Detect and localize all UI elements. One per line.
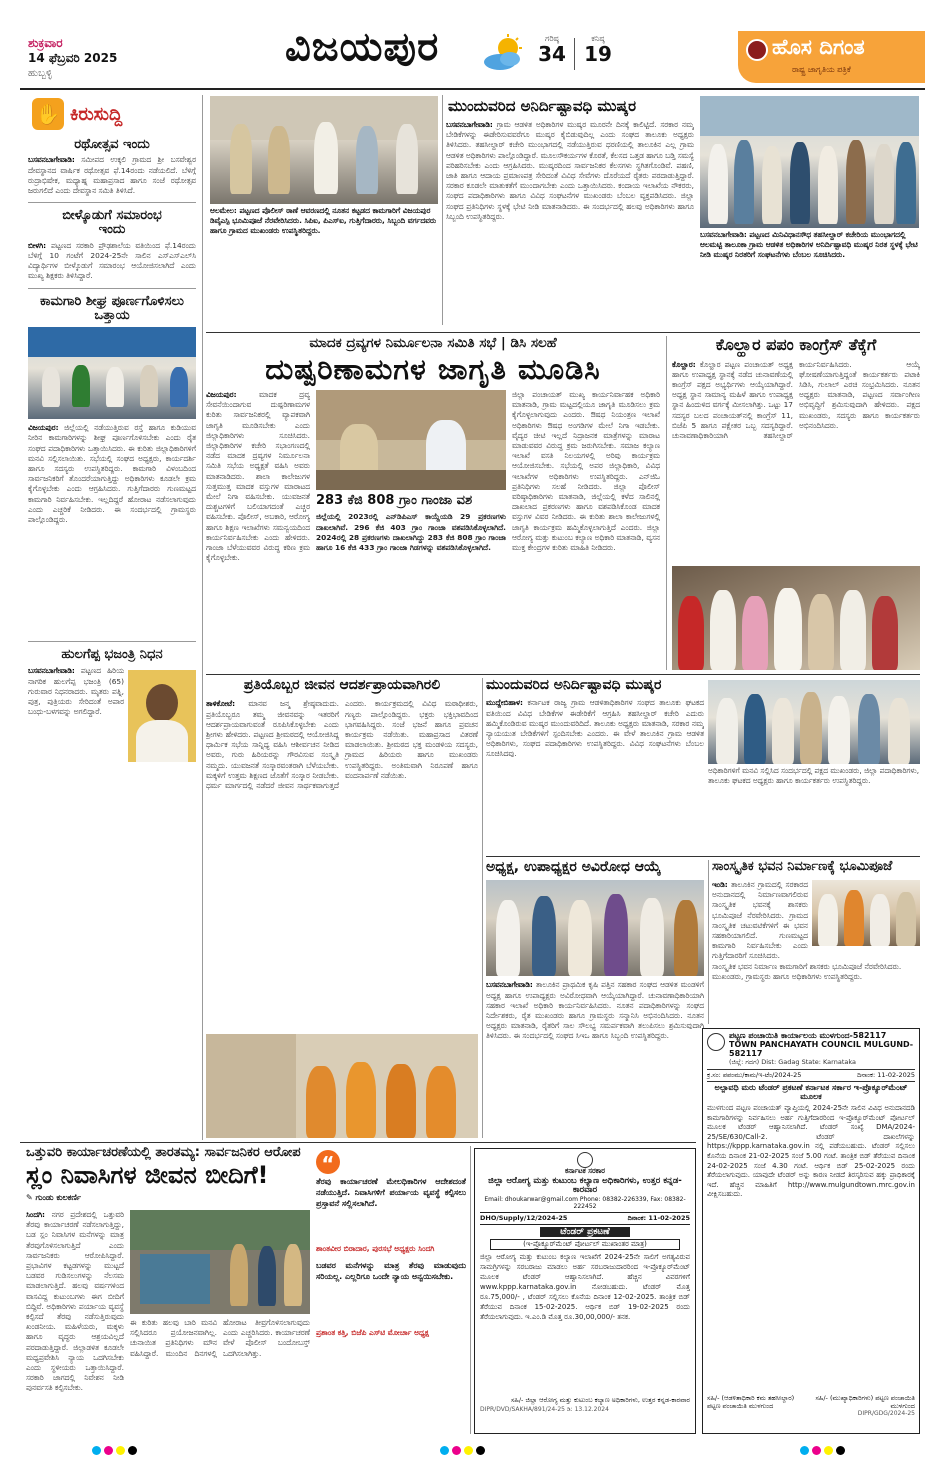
- registration-marks-right: [800, 1440, 848, 1459]
- strike-photo-caption: ಬಸವನಬಾಗೇವಾಡಿ: ಪಟ್ಟಣದ ಮಿನಿವಿಧಾನಸೌಧ ತಹಸೀಲ್ದಾರ್ ಕಚೇರಿಯ ಮುಂಭಾಗದಲ್ಲಿ ಆಲಮಟ್ಟಿ ತಾಲೂಕಾ ಗ್ರಾಮ ಆಡಳಿತ ಅಧಿಕಾರಿಗಳ ಅನಿರ್ದಿಷ್ಟಾವಧಿ ಮುಷ್ಕರ ನಿರತ ಸ್ಥಳಕ್ಕೆ ಭೇಟಿ ನೀಡಿ ಮುಷ್ಕರ ನಿರತರಿಗೆ ಸಂಘಟನೆಗಳು ಬೆಂಬಲ ಸೂಚಿಸಿದರು.: [700, 230, 918, 260]
- quote-1: ತೆರವು ಕಾರ್ಯಾಚರಣೆ ಮೇಲಧಿಕಾರಿಗಳ ಆದೇಶದಂತೆ ನಡೆಯುತ್ತಿದೆ. ನಿವಾಸಿಗಳಿಗೆ ಪರ್ಯಾಯ ವ್ಯವಸ್ಥೆ ಕಲ್ಪಿಸಲು ಪ್ರಸ್ತಾವನೆ ಸಲ್ಲಿಸಲಾಗಿದೆ.: [316, 1177, 466, 1208]
- demolition-photo: [130, 1210, 310, 1314]
- mulgund-sign-left: ಸಹಿ/- (ಆಡಳಿತಾಧಿಕಾರಿ ಕಮ ತಹಸೀಲ್ದಾರ) ಪಟ್ಟಣ ಪಂಚಾಯಿತಿ ಮುಳಗುಂದ: [707, 1393, 795, 1410]
- masthead: [20, 24, 925, 90]
- ganja-seizure-box: [316, 494, 506, 668]
- ad-footer-code: DIPR/DVD/SAKHA/891/24-25 ಡಿ: 13.12.2024: [480, 1406, 609, 1414]
- mulgund-notice: ಅಲ್ಪಾವಧಿ ಮರು ಟೆಂಡರ್ ಪ್ರಕಟಣೆ ಕರ್ನಾಟಕ ಸರ್ಕಾರ ಇ-ಪ್ರೊಕ್ಯೂರ್‌ಮೆಂಟ್ ಮೂಲಕ: [714, 1083, 908, 1102]
- weekday: ಶುಕ್ರವಾರ: [28, 36, 63, 50]
- seers-photo: [206, 1034, 478, 1138]
- masthead-date: [28, 36, 178, 81]
- strike-headline: ಮುಂದುವರಿದ ಅನಿರ್ದಿಷ್ಟಾವಧಿ ಮುಷ್ಕರ: [448, 97, 637, 115]
- police-photo-caption: ಆಲಮೇಲ: ಪಟ್ಟಣದ ಪೊಲೀಸ್ ಠಾಣೆ ಆವರಣದಲ್ಲಿ ನೂತನ ಕಟ್ಟಡದ ಕಾಮಗಾರಿಗೆ ವಿಜಯಪುರ ಡಿವೈಎಸ್ಪಿ ಭೂಮಿಪೂಜೆ ನೆರವೇರಿಸಿದರು. ಸಿಪಿಐ, ಪಿಎಸ್ಐ, ಗುತ್ತಿಗೆದಾರರು, ಸಿಬ್ಬಂದಿ ವರ್ಗದವರು ಹಾಗೂ ಗ್ರಾಮದ ಮುಖಂಡರು ಉಪಸ್ಥಿತರಿದ್ದರು.: [210, 206, 437, 236]
- ad-subtitle: (ಇ-ಪ್ರೊಕ್ಯೂರ್‌ಮೆಂಟ್ ಪೋರ್ಟಲ್ ಮುಖಾಂತರ ಮಾತ್ರ): [490, 1239, 680, 1250]
- health-tender-ad: [474, 1148, 696, 1434]
- police-ceremony-photo: [210, 96, 438, 204]
- ideal-headline: ಪ್ರತಿಯೊಬ್ಬರ ಜೀವನ ಆದರ್ಶಪ್ರಾಯವಾಗಿರಲಿ: [243, 677, 441, 693]
- congress-headline: ಕೊಲ್ಹಾರ ಪಪಂ ಕಾಂಗ್ರೆಸ್ ತೆಕ್ಕೆಗೆ: [715, 335, 877, 354]
- strike2-article: ಮುಂದುವರಿದ ಅನಿರ್ದಿಷ್ಟಾವಧಿ ಮುಷ್ಕರ ಮುದ್ದೇಬಿಹಾಳ: ಕರ್ನಾಟಕ ರಾಜ್ಯ ಗ್ರಾಮ ಆಡಳಿತಾಧಿಕಾರಿಗಳ ಸಂಘದ ತಾಲೂಕು ಘಟಕದ ವತಿಯಿಂದ ವಿವಿಧ ಬೇಡಿಕೆಗಳ ಈಡೇರಿಕೆಗೆ ಆಗ್ರಹಿಸಿ ತಹಸೀಲ್ದಾರ್ ಕಚೇರಿ ಎದುರು ಹಮ್ಮಿಕೊಂಡಿರುವ ಮುಷ್ಕರ ಮುಂದುವರಿದಿದೆ. ತಾಲೂಕು ಅಧ್ಯಕ್ಷರು ಮಾತನಾಡಿ, ಸರಕಾರ ನಮ್ಮ ನ್ಯಾಯಯುತ ಬೇಡಿಕೆಗಳಿಗೆ ಸ್ಪಂದಿಸಬೇಕು ಎಂದರು. ಈ ವೇಳೆ ತಾಲೂಕಿನ ಗ್ರಾಮ ಆಡಳಿತ ಅಧಿಕಾರಿಗಳು, ಸಂಘದ ಪದಾಧಿಕಾರಿಗಳು ಉಪಸ್ಥಿತರಿದ್ದರು. ವಿವಿಧ ಸಂಘಟನೆಗಳು ಬೆಂಬಲ ಸೂಚಿಸಿದವು.: [486, 677, 704, 759]
- karnataka-emblem-icon: [577, 1152, 593, 1168]
- quote-2-author: ಪ್ರಶಾಂತ ಕತ್ತಿ, ಬಿಜೆಪಿ ಎಸ್‌ಟಿ ಮೋರ್ಚಾ ಅಧ್ಯಕ್ಷ: [316, 1328, 429, 1337]
- ganja-box-title: 283 ಕೆಜಿ 808 ಗ್ರಾಂ ಗಾಂಜಾ ವಶ: [316, 493, 473, 508]
- kirusuddi-column: [28, 96, 196, 1140]
- mulgund-ref: ಕ್ರ.ಸಂ: ಪಪಂಮು/ಕಾಮ/ಇ-ಟೆಂ/2024-25: [707, 1071, 802, 1080]
- bhoomipuja-photo: [812, 880, 920, 946]
- lamp-icon: [746, 39, 768, 61]
- congress-article: ಕೊಲ್ಹಾರ ಪಪಂ ಕಾಂಗ್ರೆಸ್ ತೆಕ್ಕೆಗೆ ಕೊಲ್ಹಾರ: ಕೊಲ್ಹಾರ ಪಟ್ಟಣ ಪಂಚಾಯತ್ ಅಧ್ಯಕ್ಷ ಹಾಗೂ ಉಪಾಧ್ಯಕ್ಷ ಸ್ಥಾನಕ್ಕೆ ನಡೆದ ಚುನಾವಣೆಯಲ್ಲಿ ಕಾಂಗ್ರೆಸ್ ಪಕ್ಷದ ಅಭ್ಯರ್ಥಿಗಳು ಆಯ್ಕೆಯಾಗಿದ್ದಾರೆ. ಅಧ್ಯಕ್ಷ ಸ್ಥಾನ ಸಾಮಾನ್ಯ ಮಹಿಳೆ ಹಾಗೂ ಉಪಾಧ್ಯಕ್ಷ ಸ್ಥಾನ ಹಿಂದುಳಿದ ವರ್ಗಕ್ಕೆ ಮೀಸಲಾಗಿತ್ತು. ಒಟ್ಟು 17 ಸದಸ್ಯರ ಬಲದ ಪಂಚಾಯತ್‌ನಲ್ಲಿ ಕಾಂಗ್ರೆಸ್ 11, ಬಿಜೆಪಿ 5 ಹಾಗೂ ಪಕ್ಷೇತರ ಒಬ್ಬ ಸದಸ್ಯರಿದ್ದಾರೆ. ಚುನಾವಣಾಧಿಕಾರಿಯಾಗಿ ತಹಸೀಲ್ದಾರ್ ಕಾರ್ಯನಿರ್ವಹಿಸಿದರು. ಆಯ್ಕೆ ಘೋಷಣೆಯಾಗುತ್ತಿದ್ದಂತೆ ಕಾರ್ಯಕರ್ತರು ಪಟಾಕಿ ಸಿಡಿಸಿ, ಗುಲಾಲ್ ಎರಚಿ ಸಂಭ್ರಮಿಸಿದರು. ನೂತನ ಅಧ್ಯಕ್ಷರು ಮಾತನಾಡಿ, ಪಟ್ಟಣದ ಸರ್ವಾಂಗೀಣ ಅಭಿವೃದ್ಧಿಗೆ ಶ್ರಮಿಸುವುದಾಗಿ ಹೇಳಿದರು. ಪಕ್ಷದ ಮುಖಂಡರು, ಸದಸ್ಯರು ಹಾಗೂ ಕಾರ್ಯಕರ್ತರು ಅಭಿನಂದಿಸಿದರು.: [672, 336, 920, 670]
- election-headline: ಅಧ್ಯಕ್ಷ, ಉಪಾಧ್ಯಕ್ಷರ ಅವಿರೋಧ ಆಯ್ಕೆ: [486, 859, 661, 875]
- mulgund-sub: (ಜಿಲ್ಲೆ: ಗದಗ) Dist: Gadag State: Karnataka: [729, 1058, 856, 1067]
- memorandum-photo: [708, 680, 920, 764]
- slum-article: ಒತ್ತುವರಿ ಕಾರ್ಯಾಚರಣೆಯಲ್ಲಿ ತಾರತಮ್ಯ: ಸಾರ್ವಜನಿಕರ ಆರೋಪ ಸ್ಲಂ ನಿವಾಸಿಗಳ ಜೀವನ ಬೀದಿಗೆ! ✎ ಗುಂಡು ಕುಲಕರ್ಣಿ ಸಿಂದಗಿ: ನಗರ ಪ್ರದೇಶದಲ್ಲಿ ಒತ್ತುವರಿ ತೆರವು ಕಾರ್ಯಾಚರಣೆ ನಡೆಸಲಾಗುತ್ತಿದ್ದು, ಬಡ ಸ್ಲಂ ನಿವಾಸಿಗಳ ಮನೆಗಳನ್ನು ಮಾತ್ರ ತೆರವುಗೊಳಿಸಲಾಗುತ್ತಿದೆ ಎಂದು ಸಾರ್ವಜನಿಕರು ಆರೋಪಿಸಿದ್ದಾರೆ. ಪ್ರಭಾವಿಗಳ ಕಟ್ಟಡಗಳನ್ನು ಮುಟ್ಟದೆ ಬಡವರ ಗುಡಿಸಲುಗಳನ್ನು ನೆಲಸಮ ಮಾಡಲಾಗುತ್ತಿದೆ. ಹಲವು ವರ್ಷಗಳಿಂದ ವಾಸವಿದ್ದ ಕುಟುಂಬಗಳು ಈಗ ಬೀದಿಗೆ ಬಿದ್ದಿವೆ. ಅಧಿಕಾರಿಗಳು ಪರ್ಯಾಯ ವ್ಯವಸ್ಥೆ ಕಲ್ಪಿಸದೆ ತೆರವು ನಡೆಸುತ್ತಿರುವುದು ಖಂಡನೀಯ. ಮಹಿಳೆಯರು, ಮಕ್ಕಳು ಹಾಗೂ ವೃದ್ಧರು ಆಶ್ರಯವಿಲ್ಲದೆ ಪರದಾಡುತ್ತಿದ್ದಾರೆ. ಜಿಲ್ಲಾಡಳಿತ ಕೂಡಲೇ ಮಧ್ಯಪ್ರವೇಶಿಸಿ ನ್ಯಾಯ ಒದಗಿಸಬೇಕು ಎಂದು ಸ್ಥಳೀಯರು ಒತ್ತಾಯಿಸಿದ್ದಾರೆ. ಸರಕಾರಿ ಜಾಗದಲ್ಲಿ ನಿವೇಶನ ನೀಡಿ ಪುನರ್ವಸತಿ ಕಲ್ಪಿಸಬೇಕು. ಈ ಕುರಿತು ಹಲವು ಬಾರಿ ಮನವಿ ಸಲ್ಲಿಸಿದರೂ ಪ್ರಯೋಜನವಾಗಿಲ್ಲ. ಚುನಾಯಿತ ಪ್ರತಿನಿಧಿಗಳು ಮೌನ ವಹಿಸಿದ್ದಾರೆ. ಮುಂದಿನ ದಿನಗಳಲ್ಲಿ ಹೋರಾಟ ತೀವ್ರಗೊಳಿಸಲಾಗುವುದು ಎಂದು ಎಚ್ಚರಿಸಿದರು. ಕಾರ್ಯಾಚರಣೆ ವೇಳೆ ಪೊಲೀಸ್ ಬಂದೋಬಸ್ತ್ ಒದಗಿಸಲಾಗಿತ್ತು. “ ತೆರವು ಕಾರ್ಯಾಚರಣೆ ಮೇಲಧಿಕಾರಿಗಳ ಆದೇಶದಂತೆ ನಡೆಯುತ್ತಿದೆ. ನಿವಾಸಿಗಳಿಗೆ ಪರ್ಯಾಯ ವ್ಯವಸ್ಥೆ ಕಲ್ಪಿಸಲು ಪ್ರಸ್ತಾವನೆ ಸಲ್ಲಿಸಲಾಗಿದೆ. ಶಾಂತವೀರ ಬಿರಾದಾರ, ಪುರಸಭೆ ಅಧ್ಯಕ್ಷರು ಸಿಂದಗಿ ಬಡವರ ಮನೆಗಳನ್ನು ಮಾತ್ರ ತೆರವು ಮಾಡುವುದು ಸರಿಯಲ್ಲ. ಎಲ್ಲರಿಗೂ ಒಂದೇ ನ್ಯಾಯ ಅನ್ವಯಿಸಬೇಕು. ಪ್ರಶಾಂತ ಕತ್ತಿ, ಬಿಜೆಪಿ ಎಸ್‌ಟಿ ಮೋರ್ಚಾ ಅಧ್ಯಕ್ಷ: [26, 1146, 466, 1434]
- quote-mark-icon: “: [316, 1150, 340, 1174]
- drug-headline: ದುಷ್ಪರಿಣಾಮಗಳ ಜಾಗೃತಿ ಮೂಡಿಸಿ: [265, 351, 601, 386]
- byline: ✎ ಗುಂಡು ಕುಲಕರ್ಣಿ: [26, 1192, 82, 1202]
- meeting-photo: [28, 327, 196, 419]
- mulgund-date: ದಿನಾಂಕ: 11-02-2025: [857, 1071, 915, 1080]
- ad-header-1: ಕರ್ನಾಟಕ ಸರಕಾರ: [564, 1167, 606, 1175]
- mulgund-seal-icon: [707, 1033, 725, 1051]
- strike2-headline: ಮುಂದುವರಿದ ಅನಿರ್ದಿಷ್ಟಾವಧಿ ಮುಷ್ಕರ: [486, 677, 662, 693]
- drug-article: ಮಾದಕ ದ್ರವ್ಯಗಳ ನಿರ್ಮೂಲನಾ ಸಮಿತಿ ಸಭೆ | ಡಿಸಿ ಸಲಹೆ ದುಷ್ಪರಿಣಾಮಗಳ ಜಾಗೃತಿ ಮೂಡಿಸಿ ವಿಜಯಪುರ: ಮಾದಕ ದ್ರವ್ಯ ಸೇವನೆಯಿಂದಾಗುವ ದುಷ್ಪರಿಣಾಮಗಳ ಕುರಿತು ಸಾರ್ವಜನಿಕರಲ್ಲಿ ವ್ಯಾಪಕವಾಗಿ ಜಾಗೃತಿ ಮೂಡಿಸಬೇಕು ಎಂದು ಜಿಲ್ಲಾಧಿಕಾರಿಗಳು ಸೂಚಿಸಿದರು. ಜಿಲ್ಲಾಧಿಕಾರಿಗಳ ಕಚೇರಿ ಸಭಾಂಗಣದಲ್ಲಿ ನಡೆದ ಮಾದಕ ದ್ರವ್ಯಗಳ ನಿರ್ಮೂಲನಾ ಸಮಿತಿ ಸಭೆಯ ಅಧ್ಯಕ್ಷತೆ ವಹಿಸಿ ಅವರು ಮಾತನಾಡಿದರು. ಶಾಲಾ ಕಾಲೇಜುಗಳ ಸುತ್ತಮುತ್ತ ಮಾದಕ ವಸ್ತುಗಳ ಮಾರಾಟದ ಮೇಲೆ ನಿಗಾ ವಹಿಸಬೇಕು. ಯುವಜನತೆ ದುಶ್ಚಟಗಳಿಗೆ ಬಲಿಯಾಗದಂತೆ ಎಚ್ಚರ ವಹಿಸಬೇಕು. ಪೊಲೀಸ್, ಅಬಕಾರಿ, ಆರೋಗ್ಯ ಹಾಗೂ ಶಿಕ್ಷಣ ಇಲಾಖೆಗಳು ಸಮನ್ವಯದಿಂದ ಕಾರ್ಯನಿರ್ವಹಿಸಬೇಕು ಎಂದು ಹೇಳಿದರು. ಗಾಂಜಾ ಬೆಳೆಯುವವರ ವಿರುದ್ಧ ಕಠಿಣ ಕ್ರಮ ಕೈಗೊಳ್ಳಬೇಕು. 283 ಕೆಜಿ 808 ಗ್ರಾಂ ಗಾಂಜಾ ವಶ ಜಿಲ್ಲೆಯಲ್ಲಿ 2023ರಲ್ಲಿ ಎನ್‌ಡಿಪಿಎಸ್ ಕಾಯ್ದೆಯಡಿ 29 ಪ್ರಕರಣಗಳು ದಾಖಲಾಗಿವೆ. 296 ಕೆಜಿ 403 ಗ್ರಾಂ ಗಾಂಜಾ ವಶಪಡಿಸಿಕೊಳ್ಳಲಾಗಿದೆ. 2024ರಲ್ಲಿ 28 ಪ್ರಕರಣಗಳು ದಾಖಲಾಗಿದ್ದು 283 ಕೆಜಿ 808 ಗ್ರಾಂ ಗಾಂಜಾ ಹಾಗೂ 16 ಕೆಜಿ 433 ಗ್ರಾಂ ಗಾಂಜಾ ಗಿಡಗಳನ್ನು ವಶಪಡಿಸಿಕೊಳ್ಳಲಾಗಿದೆ. ಜಿಲ್ಲಾ ಪಂಚಾಯತ್ ಮುಖ್ಯ ಕಾರ್ಯನಿರ್ವಾಹಕ ಅಧಿಕಾರಿ ಮಾತನಾಡಿ, ಗ್ರಾಮ ಮಟ್ಟದಲ್ಲಿಯೂ ಜಾಗೃತಿ ಮೂಡಿಸಲು ಕ್ರಮ ಕೈಗೊಳ್ಳಲಾಗುವುದು ಎಂದರು. ಔಷಧ ನಿಯಂತ್ರಣ ಇಲಾಖೆ ಅಧಿಕಾರಿಗಳು ಔಷಧ ಅಂಗಡಿಗಳ ಮೇಲೆ ನಿಗಾ ಇಡಬೇಕು. ವೈದ್ಯರ ಚೀಟಿ ಇಲ್ಲದೆ ನಿದ್ರಾಜನಕ ಮಾತ್ರೆಗಳನ್ನು ಮಾರಾಟ ಮಾಡುವವರ ವಿರುದ್ಧ ಕ್ರಮ ಜರುಗಿಸಬೇಕು. ಸಮಾಜ ಕಲ್ಯಾಣ ಇಲಾಖೆ ವಸತಿ ನಿಲಯಗಳಲ್ಲಿ ಅರಿವು ಕಾರ್ಯಕ್ರಮ ಆಯೋಜಿಸಬೇಕು. ಸಭೆಯಲ್ಲಿ ಅಪರ ಜಿಲ್ಲಾಧಿಕಾರಿ, ವಿವಿಧ ಇಲಾಖೆಗಳ ಅಧಿಕಾರಿಗಳು ಉಪಸ್ಥಿತರಿದ್ದರು. ಎನ್‌ಜಿಓ ಪ್ರತಿನಿಧಿಗಳು ಸಲಹೆ ನೀಡಿದರು. ಜಿಲ್ಲಾ ಪೊಲೀಸ್ ವರಿಷ್ಠಾಧಿಕಾರಿಗಳು ಮಾತನಾಡಿ, ಜಿಲ್ಲೆಯಲ್ಲಿ ಕಳೆದ ಸಾಲಿನಲ್ಲಿ ದಾಖಲಾದ ಪ್ರಕರಣಗಳು ಹಾಗೂ ವಶಪಡಿಸಿಕೊಂಡ ಮಾದಕ ವಸ್ತುಗಳ ವಿವರ ನೀಡಿದರು. ಈ ಕುರಿತು ಶಾಲಾ ಕಾಲೇಜುಗಳಲ್ಲಿ ಜಾಗೃತಿ ಕಾರ್ಯಕ್ರಮ ಹಮ್ಮಿಕೊಳ್ಳಲಾಗುತ್ತಿದೆ ಎಂದರು. ಜಿಲ್ಲಾ ಆರೋಗ್ಯ ಮತ್ತು ಕುಟುಂಬ ಕಲ್ಯಾಣ ಅಧಿಕಾರಿ ಮಾತನಾಡಿ, ವ್ಯಸನ ಮುಕ್ತ ಕೇಂದ್ರಗಳ ಕುರಿತು ಮಾಹಿತಿ ನೀಡಿದರು.: [206, 336, 660, 670]
- bhoomipuja-caption: ಸಾಂಸ್ಕೃತಿಕ ಭವನ ನಿರ್ಮಾಣ ಕಾಮಗಾರಿಗೆ ಶಾಸಕರು ಭೂಮಿಪೂಜೆ ನೆರವೇರಿಸಿದರು. ಮುಖಂಡರು, ಗ್ರಾಮಸ್ಥರು ಹಾಗೂ ಅಧಿಕಾರಿಗಳು ಉಪಸ್ಥಿತರಿದ್ದರು.: [712, 962, 902, 982]
- brand-logo: [738, 31, 925, 83]
- ad-title: ಟೆಂಡರ್ ಪ್ರಕಟಣೆ: [540, 1227, 630, 1237]
- quote-2: ಬಡವರ ಮನೆಗಳನ್ನು ಮಾತ್ರ ತೆರವು ಮಾಡುವುದು ಸರಿಯಲ್ಲ. ಎಲ್ಲರಿಗೂ ಒಂದೇ ನ್ಯಾಯ ಅನ್ವಯಿಸಬೇಕು.: [316, 1261, 466, 1281]
- ad-signature: ಸಹಿ/- ಜಿಲ್ಲಾ ಆರೋಗ್ಯ ಮತ್ತು ಕುಟುಂಬ ಕಲ್ಯಾಣ ಅಧಿಕಾರಿಗಳು, ಉತ್ತರ ಕನ್ನಡ-ಕಾರವಾರ: [510, 1396, 690, 1405]
- column-rule: [202, 95, 203, 1140]
- kirusuddi-header: [28, 96, 196, 134]
- slum-text-2: ಈ ಕುರಿತು ಹಲವು ಬಾರಿ ಮನವಿ ಸಲ್ಲಿಸಿದರೂ ಪ್ರಯೋಜನವಾಗಿಲ್ಲ. ಚುನಾಯಿತ ಪ್ರತಿನಿಧಿಗಳು ಮೌನ ವಹಿಸಿದ್ದಾರೆ. ಮುಂದಿನ ದಿನಗಳಲ್ಲಿ ಹೋರಾಟ ತೀವ್ರಗೊಳಿಸಲಾಗುವುದು ಎಂದು ಎಚ್ಚರಿಸಿದರು. ಕಾರ್ಯಾಚರಣೆ ವೇಳೆ ಪೊಲೀಸ್ ಬಂದೋಬಸ್ತ್ ಒದಗಿಸಲಾಗಿತ್ತು.: [130, 1318, 310, 1358]
- weather-divider: [574, 38, 575, 70]
- issue-date: 14 ಫೆಬ್ರವರಿ 2025: [28, 51, 118, 65]
- kirusuddi-item-4: ಹುಲಗೆಪ್ಪ ಭಜಂತ್ರಿ ನಿಧನ ಬಸವನಬಾಗೇವಾಡಿ: ಪಟ್ಟಣದ ಹಿರಿಯ ನಾಗರಿಕ ಹುಲಗೆಪ್ಪ ಭಜಂತ್ರಿ (65) ಗುರುವಾರ ನಿಧನರಾದರು. ಮೃತರು ಪತ್ನಿ, ಪುತ್ರ, ಪುತ್ರಿಯರು ಸೇರಿದಂತೆ ಅಪಾರ ಬಂಧು-ಬಳಗವನ್ನು ಅಗಲಿದ್ದಾರೆ.: [28, 648, 196, 766]
- item-title: ಬೀಳ್ಕೊಡುಗೆ ಸಮಾರಂಭ ಇಂದು: [62, 208, 162, 238]
- mulgund-footer-code: DIPR/GDG/2024-25: [857, 1409, 915, 1417]
- item-title: ಕಾಮಗಾರಿ ಶೀಘ್ರ ಪೂರ್ಣಗೊಳಿಸಲು ಒತ್ತಾಯ: [40, 293, 184, 323]
- mulgund-tender-ad: [702, 1028, 920, 1434]
- edition-title: ವಿಜಯಪುರ: [285, 24, 440, 70]
- brand-name: ಹೊಸ ದಿಗಂತ: [772, 35, 865, 59]
- drug-kicker: ಮಾದಕ ದ್ರವ್ಯಗಳ ನಿರ್ಮೂಲನಾ ಸಮಿತಿ ಸಭೆ | ಡಿಸಿ ಸಲಹೆ: [309, 335, 557, 351]
- registration-marks-center: [440, 1440, 488, 1459]
- ganja-box-text: ಜಿಲ್ಲೆಯಲ್ಲಿ 2023ರಲ್ಲಿ ಎನ್‌ಡಿಪಿಎಸ್ ಕಾಯ್ದೆಯಡಿ 29 ಪ್ರಕರಣಗಳು ದಾಖಲಾಗಿವೆ. 296 ಕೆಜಿ 403 ಗ್ರಾಂ ಗಾಂಜಾ ವಶಪಡಿಸಿಕೊಳ್ಳಲಾಗಿದೆ. 2024ರಲ್ಲಿ 28 ಪ್ರಕರಣಗಳು ದಾಖಲಾಗಿದ್ದು 283 ಕೆಜಿ 808 ಗ್ರಾಂ ಗಾಂಜಾ ಹಾಗೂ 16 ಕೆಜಿ 433 ಗ್ರಾಂ ಗಾಂಜಾ ಗಿಡಗಳನ್ನು ವಶಪಡಿಸಿಕೊಳ್ಳಲಾಗಿದೆ.: [316, 512, 506, 552]
- mulgund-body: ಮುಳಗುಂದ ಪಟ್ಟಣ ಪಂಚಾಯತ್ ವ್ಯಾಪ್ತಿಯಲ್ಲಿ 2024-25ನೇ ಸಾಲಿನ ವಿವಿಧ ಅನುದಾನದಡಿ ಕಾಮಗಾರಿಗಳನ್ನು ನಿರ್ವಹಿಸಲು ಅರ್ಹ ಗುತ್ತಿಗೆದಾರರಿಂದ ಇ-ಪ್ರೊಕ್ಯೂರ್‌ಮೆಂಟ್ ಪೋರ್ಟಲ್ ಮೂಲಕ ಟೆಂಡರ್ ಆಹ್ವಾನಿಸಲಾಗಿದೆ. ಟೆಂಡರ್ ಸಂಖ್ಯೆ DMA/2024-25/SE/630/Call-2. ಟೆಂಡರ್ ದಾಖಲೆಗಳನ್ನು https://kppp.karnataka.gov.in ನಲ್ಲಿ ಪಡೆಯಬಹುದು. ಟೆಂಡರ್ ಸಲ್ಲಿಸಲು ಕೊನೆಯ ದಿನಾಂಕ 21-02-2025 ಸಂಜೆ 5.00 ಗಂಟೆ. ತಾಂತ್ರಿಕ ಬಿಡ್ ತೆರೆಯುವ ದಿನಾಂಕ 24-02-2025 ಸಂಜೆ 4.30 ಗಂಟೆ. ಆರ್ಥಿಕ ಬಿಡ್ 25-02-2025 ರಂದು ತೆರೆಯಲಾಗುವುದು. ಯಾವುದೇ ಟೆಂಡರ್ ಅನ್ನು ಕಾರಣ ನೀಡದೆ ತಿರಸ್ಕರಿಸುವ ಹಕ್ಕು ಪ್ರಾಧಿಕಾರಕ್ಕೆ ಇದೆ. ಹೆಚ್ಚಿನ ಮಾಹಿತಿಗೆ http://www.mulgundtown.mrc.gov.in ವೀಕ್ಷಿಸಬಹುದು.: [707, 1103, 915, 1199]
- bhavan-article: ಸಾಂಸ್ಕೃತಿಕ ಭವನ ನಿರ್ಮಾಣಕ್ಕೆ ಭೂಮಿಪೂಜೆ ಇಂಡಿ: ತಾಲೂಕಿನ ಗ್ರಾಮದಲ್ಲಿ ಸರಕಾರದ ಅನುದಾನದಲ್ಲಿ ನಿರ್ಮಾಣವಾಗಲಿರುವ ಸಾಂಸ್ಕೃತಿಕ ಭವನಕ್ಕೆ ಶಾಸಕರು ಭೂಮಿಪೂಜೆ ನೆರವೇರಿಸಿದರು. ಗ್ರಾಮದ ಸಾಂಸ್ಕೃತಿಕ ಚಟುವಟಿಕೆಗಳಿಗೆ ಈ ಭವನ ಸಹಕಾರಿಯಾಗಲಿದೆ. ಗುಣಮಟ್ಟದ ಕಾಮಗಾರಿ ನಿರ್ವಹಿಸಬೇಕು ಎಂದು ಗುತ್ತಿಗೆದಾರರಿಗೆ ಸೂಚಿಸಿದರು. ಸಾಂಸ್ಕೃತಿಕ ಭವನ ನಿರ್ಮಾಣ ಕಾಮಗಾರಿಗೆ ಶಾಸಕರು ಭೂಮಿಪೂಜೆ ನೆರವೇರಿಸಿದರು. ಮುಖಂಡರು, ಗ್ರಾಮಸ್ಥರು ಹಾಗೂ ಅಧಿಕಾರಿಗಳು ಉಪಸ್ಥಿತರಿದ್ದರು.: [712, 860, 920, 1024]
- ideal-article: ಪ್ರತಿಯೊಬ್ಬರ ಜೀವನ ಆದರ್ಶಪ್ರಾಯವಾಗಿರಲಿ ತಾಳಿಕೋಟೆ: ಮಾನವ ಜನ್ಮ ಶ್ರೇಷ್ಠವಾದುದು. ಪ್ರತಿಯೊಬ್ಬರೂ ತಮ್ಮ ಜೀವನವನ್ನು ಇತರರಿಗೆ ಆದರ್ಶಪ್ರಾಯವಾಗುವಂತೆ ರೂಪಿಸಿಕೊಳ್ಳಬೇಕು ಎಂದು ಶ್ರೀಗಳು ಹೇಳಿದರು. ಪಟ್ಟಣದ ಶ್ರೀಮಠದಲ್ಲಿ ಆಯೋಜಿಸಿದ್ದ ಧಾರ್ಮಿಕ ಸಭೆಯ ಸಾನ್ನಿಧ್ಯ ವಹಿಸಿ ಆಶೀರ್ವಚನ ನೀಡಿದ ಅವರು, ಗುರು ಹಿರಿಯರನ್ನು ಗೌರವಿಸುವ ಸಂಸ್ಕೃತಿ ನಮ್ಮದು. ಯುವಜನತೆ ಸಂಸ್ಕಾರವಂತರಾಗಿ ಬೆಳೆಯಬೇಕು. ಮಕ್ಕಳಿಗೆ ಉತ್ತಮ ಶಿಕ್ಷಣದ ಜೊತೆಗೆ ಸಂಸ್ಕಾರ ನೀಡಬೇಕು. ಧರ್ಮ ಮಾರ್ಗದಲ್ಲಿ ನಡೆದರೆ ಜೀವನ ಸಾರ್ಥಕವಾಗುತ್ತದೆ ಎಂದರು. ಕಾರ್ಯಕ್ರಮದಲ್ಲಿ ವಿವಿಧ ಮಠಾಧೀಶರು, ಗಣ್ಯರು ಪಾಲ್ಗೊಂಡಿದ್ದರು. ಭಕ್ತರು ಭಕ್ತಿಭಾವದಿಂದ ಭಾಗವಹಿಸಿದ್ದರು. ಸಂಜೆ ಭಜನೆ ಹಾಗೂ ಪ್ರವಚನ ಕಾರ್ಯಕ್ರಮ ನಡೆಯಿತು. ಮಹಾಪ್ರಸಾದ ವಿತರಣೆ ಮಾಡಲಾಯಿತು. ಶ್ರೀಮಠದ ಭಕ್ತ ಮಂಡಳಿಯ ಸದಸ್ಯರು, ಗ್ರಾಮದ ಹಿರಿಯರು ಹಾಗೂ ಮುಖಂಡರು ಉಪಸ್ಥಿತರಿದ್ದರು. ಅಂತಿಮವಾಗಿ ನಿರೂಪಣೆ ಹಾಗೂ ವಂದನಾರ್ಪಣೆ ನಡೆಯಿತು.: [206, 678, 478, 1138]
- ad-contact: Email: dhoukarwar@gmail.com Phone: 08382-226339, Fax: 08382-222452: [484, 1196, 686, 1211]
- ad-ref: DHO/Supply/12/2024-25: [480, 1214, 568, 1223]
- ad-body: ಜಿಲ್ಲಾ ಆರೋಗ್ಯ ಮತ್ತು ಕುಟುಂಬ ಕಲ್ಯಾಣ ಇಲಾಖೆಗೆ 2024-25ನೇ ಸಾಲಿಗೆ ಅಗತ್ಯವಿರುವ ಸಾಮಗ್ರಿಗಳನ್ನು ಸರಬರಾಜು ಮಾಡಲು ಅರ್ಹ ಸರಬರಾಜುದಾರರಿಂದ ಇ-ಪ್ರೊಕ್ಯೂರ್‌ಮೆಂಟ್ ಮೂಲಕ ಟೆಂಡರ್ ಆಹ್ವಾನಿಸಲಾಗಿದೆ. ಹೆಚ್ಚಿನ ವಿವರಗಳಿಗೆ www.kppp.karnataka.gov.in ನೋಡಬಹುದು. ಟೆಂಡರ್ ಮೊತ್ತ ರೂ.75,000/- , ಟೆಂಡರ್ ಸಲ್ಲಿಸಲು ಕೊನೆಯ ದಿನಾಂಕ 12-02-2025. ತಾಂತ್ರಿಕ ಬಿಡ್ ತೆರೆಯುವ ದಿನಾಂಕ 15-02-2025. ಆರ್ಥಿಕ ಬಿಡ್ 19-02-2025 ರಂದು ತೆರೆಯಲಾಗುವುದು. ಇ.ಎಂ.ಡಿ ಮೊತ್ತ ರೂ.30,00,000/- ತನಕ.: [480, 1253, 690, 1322]
- mulgund-title-kn: ಪಟ್ಟಣ ಪಂಚಾಯಿತಿ ಕಾರ್ಯಾಲಯ ಮುಳಗುಂದ-582117: [729, 1031, 887, 1040]
- memorandum-caption: ಅಧಿಕಾರಿಗಳಿಗೆ ಮನವಿ ಸಲ್ಲಿಸಿದ ಸಂದರ್ಭದಲ್ಲಿ ಪಕ್ಷದ ಮುಖಂಡರು, ಜಿಲ್ಲಾ ಪದಾಧಿಕಾರಿಗಳು, ತಾಲೂಕು ಘಟಕದ ಅಧ್ಯಕ್ಷರು ಹಾಗೂ ಕಾರ್ಯಕರ್ತರು ಉಪಸ್ಥಿತರಿದ್ದರು.: [708, 766, 920, 786]
- strike-photo: [700, 96, 919, 228]
- obituary-portrait: [128, 670, 196, 762]
- hand-icon: ✋: [32, 98, 64, 130]
- item-title: ಹುಲಗೆಪ್ಪ ಭಜಂತ್ರಿ ನಿಧನ: [61, 647, 163, 663]
- quote-1-author: ಶಾಂತವೀರ ಬಿರಾದಾರ, ಪುರಸಭೆ ಅಧ್ಯಕ್ಷರು ಸಿಂದಗಿ: [316, 1244, 435, 1253]
- weather-max: ಗರಿಷ್ಠ 34: [538, 34, 566, 66]
- kirusuddi-item-2: ಬೀಳ್ಕೊಡುಗೆ ಸಮಾರಂಭ ಇಂದು ಬೀಳಗಿ: ಪಟ್ಟಣದ ಸರಕಾರಿ ಪ್ರೌಢಶಾಲೆಯ ವತಿಯಿಂದ ಫೆ.14ರಂದು ಬೆಳಿಗ್ಗೆ 10 ಗಂಟೆಗೆ 2024-25ನೇ ಸಾಲಿನ ಎಸ್‌ಎಸ್‌ಎಲ್‌ಸಿ ವಿದ್ಯಾರ್ಥಿಗಳ ಬೀಳ್ಕೊಡುಗೆ ಸಮಾರಂಭ ಆಯೋಜಿಸಲಾಗಿದೆ ಎಂದು ಮುಖ್ಯ ಶಿಕ್ಷಕರು ತಿಳಿಸಿದ್ದಾರೆ.: [28, 208, 196, 281]
- slum-headline: ಸ್ಲಂ ನಿವಾಸಿಗಳ ಜೀವನ ಬೀದಿಗೆ!: [26, 1161, 269, 1190]
- brand-tagline: ರಾಷ್ಟ್ರ ಜಾಗೃತಿಯ ಪತ್ರಿಕೆ: [792, 65, 851, 74]
- kirusuddi-title: ಕಿರುಸುದ್ದಿ: [70, 104, 123, 125]
- mulgund-sign-right: ಸಹಿ/- (ಮುಖ್ಯಾಧಿಕಾರಿಗಳು) ಪಟ್ಟಣ ಪಂಚಾಯಿತಿ ಮುಳಗುಂದ: [815, 1393, 915, 1410]
- ad-date: ದಿನಾಂಕ: 11-02-2025: [627, 1214, 690, 1223]
- election-photo: [486, 880, 704, 976]
- partly-sunny-icon: [482, 34, 526, 74]
- kirusuddi-item-1: ರಥೋತ್ಸವ ಇಂದು ಬಸವನಬಾಗೇವಾಡಿ: ಸಮೀಪದ ಉಕ್ಕಲಿ ಗ್ರಾಮದ ಶ್ರೀ ಬಸವೇಶ್ವರ ದೇವಸ್ಥಾನದ ವಾರ್ಷಿಕ ರಥೋತ್ಸವ ಫೆ.14ರಂದು ನಡೆಯಲಿದೆ. ಬೆಳಿಗ್ಗೆ ರುದ್ರಾಭಿಷೇಕ, ಮಧ್ಯಾಹ್ನ ಮಹಾಪ್ರಸಾದ ಹಾಗೂ ಸಂಜೆ ರಥೋತ್ಸವ ಜರುಗಲಿದೆ ಎಂದು ದೇವಸ್ಥಾನ ಸಮಿತಿ ತಿಳಿಸಿದೆ.: [28, 137, 196, 195]
- slum-quotes: [316, 1150, 466, 1432]
- dc-meeting-photo: [316, 390, 506, 490]
- slum-kicker: ಒತ್ತುವರಿ ಕಾರ್ಯಾಚರಣೆಯಲ್ಲಿ ತಾರತಮ್ಯ: ಸಾರ್ವಜನಿಕರ ಆರೋಪ: [26, 1145, 301, 1160]
- weather-min: ಕನಿಷ್ಠ 19: [584, 34, 612, 66]
- item-title: ರಥೋತ್ಸವ ಇಂದು: [74, 137, 150, 152]
- bhavan-headline: ಸಾಂಸ್ಕೃತಿಕ ಭವನ ನಿರ್ಮಾಣಕ್ಕೆ ಭೂಮಿಪೂಜೆ: [712, 859, 893, 874]
- mulgund-title-en: TOWN PANCHAYATH COUNCIL MULGUND-582117: [729, 1039, 914, 1058]
- kirusuddi-item-3: ಕಾಮಗಾರಿ ಶೀಘ್ರ ಪೂರ್ಣಗೊಳಿಸಲು ಒತ್ತಾಯ ವಿಜಯಪುರ: ಜಿಲ್ಲೆಯಲ್ಲಿ ನಡೆಯುತ್ತಿರುವ ರಸ್ತೆ ಹಾಗೂ ಕುಡಿಯುವ ನೀರಿನ ಕಾಮಗಾರಿಗಳನ್ನು ಶೀಘ್ರ ಪೂರ್ಣಗೊಳಿಸಬೇಕು ಎಂದು ರೈತ ಸಂಘದ ಪದಾಧಿಕಾರಿಗಳು ಒತ್ತಾಯಿಸಿದರು. ಈ ಕುರಿತು ಜಿಲ್ಲಾಧಿಕಾರಿಗಳಿಗೆ ಮನವಿ ಸಲ್ಲಿಸಲಾಯಿತು. ಸಭೆಯಲ್ಲಿ ಸಂಘದ ಅಧ್ಯಕ್ಷರು, ಕಾರ್ಯದರ್ಶಿ ಹಾಗೂ ಸದಸ್ಯರು ಉಪಸ್ಥಿತರಿದ್ದರು. ಕಾಮಗಾರಿ ವಿಳಂಬದಿಂದ ಸಾರ್ವಜನಿಕರಿಗೆ ತೊಂದರೆಯಾಗುತ್ತಿದ್ದು ಅಧಿಕಾರಿಗಳು ಕೂಡಲೇ ಕ್ರಮ ಕೈಗೊಳ್ಳಬೇಕು ಎಂದು ಆಗ್ರಹಿಸಿದರು. ಗುತ್ತಿಗೆದಾರರು ಗುಣಮಟ್ಟದ ಕಾಮಗಾರಿ ನಿರ್ವಹಿಸಬೇಕು. ಇಲ್ಲದಿದ್ದರೆ ಹೋರಾಟ ನಡೆಸಲಾಗುವುದು ಎಂದು ಎಚ್ಚರಿಕೆ ನೀಡಿದರು. ಈ ಸಂದರ್ಭದಲ್ಲಿ ಗ್ರಾಮಸ್ಥರು ಪಾಲ್ಗೊಂಡಿದ್ದರು.: [28, 293, 196, 524]
- registration-marks-left: [92, 1440, 140, 1459]
- strike-article: ಮುಂದುವರಿದ ಅನಿರ್ದಿಷ್ಟಾವಧಿ ಮುಷ್ಕರ ಬಸವನಬಾಗೇವಾಡಿ: ಗ್ರಾಮ ಆಡಳಿತ ಅಧಿಕಾರಿಗಳ ಮುಷ್ಕರ ಮೂರನೇ ದಿನಕ್ಕೆ ಕಾಲಿಟ್ಟಿದೆ. ಸರಕಾರ ನಮ್ಮ ಬೇಡಿಕೆಗಳನ್ನು ಈಡೇರಿಸುವವರೆಗೂ ಮುಷ್ಕರ ಕೈಬಿಡುವುದಿಲ್ಲ ಎಂದು ಸಂಘದ ತಾಲೂಕು ಅಧ್ಯಕ್ಷರು ತಿಳಿಸಿದರು. ತಹಸೀಲ್ದಾರ್ ಕಚೇರಿ ಮುಂಭಾಗದಲ್ಲಿ ನಡೆಯುತ್ತಿರುವ ಧರಣಿಯಲ್ಲಿ ತಾಲೂಕಿನ ಎಲ್ಲ ಗ್ರಾಮ ಆಡಳಿತ ಅಧಿಕಾರಿಗಳು ಪಾಲ್ಗೊಂಡಿದ್ದಾರೆ. ಮೂಲಸೌಕರ್ಯಗಳ ಕೊರತೆ, ಕೆಲಸದ ಒತ್ತಡ ಹಾಗೂ ಬಡ್ತಿ ಸಮಸ್ಯೆ ಪರಿಹರಿಸಬೇಕು ಎಂದು ಆಗ್ರಹಿಸಿದರು. ಮುಷ್ಕರದಿಂದ ಸಾರ್ವಜನಿಕರ ಕೆಲಸಗಳು ಸ್ಥಗಿತಗೊಂಡಿವೆ. ಪಹಣಿ, ಜಾತಿ ಹಾಗೂ ಆದಾಯ ಪ್ರಮಾಣಪತ್ರ ಸೇರಿದಂತೆ ವಿವಿಧ ಸೇವೆಗಳು ದೊರೆಯದೆ ರೈತರು ಪರದಾಡುತ್ತಿದ್ದಾರೆ. ಸರಕಾರ ಕೂಡಲೇ ಮಾತುಕತೆಗೆ ಮುಂದಾಗಬೇಕು ಎಂದು ಒತ್ತಾಯಿಸಿದರು. ಕಂದಾಯ ಇಲಾಖೆಯ ನೌಕರರು, ಸಂಘದ ಪದಾಧಿಕಾರಿಗಳು ಹಾಗೂ ವಿವಿಧ ಸಂಘಟನೆಗಳ ಮುಖಂಡರು ಬೆಂಬಲ ವ್ಯಕ್ತಪಡಿಸಿದರು. ಜಿಲ್ಲಾ ಸಂಘದ ಪ್ರತಿನಿಧಿಗಳು ಸ್ಥಳಕ್ಕೆ ಭೇಟಿ ನೀಡಿ ಮಾತನಾಡಿದರು. ಈ ಸಂದರ್ಭದಲ್ಲಿ ಹಲವು ಅಧಿಕಾರಿಗಳು ಹಾಗೂ ಸಿಬ್ಬಂದಿ ಉಪಸ್ಥಿತರಿದ್ದರು. ಬಸವನಬಾಗೇವಾಡಿ: ಪಟ್ಟಣದ ಮಿನಿವಿಧಾನಸೌಧ ತಹಸೀಲ್ದಾರ್ ಕಚೇರಿಯ ಮುಂಭಾಗದಲ್ಲಿ ಆಲಮಟ್ಟಿ ತಾಲೂಕಾ ಗ್ರಾಮ ಆಡಳಿತ ಅಧಿಕಾರಿಗಳ ಅನಿರ್ದಿಷ್ಟಾವಧಿ ಮುಷ್ಕರ ನಿರತ ಸ್ಥಳಕ್ಕೆ ಭೇಟಿ ನೀಡಿ ಮುಷ್ಕರ ನಿರತರಿಗೆ ಸಂಘಟನೆಗಳು ಬೆಂಬಲ ಸೂಚಿಸಿದರು.: [446, 96, 919, 328]
- ad-header-2: ಜಿಲ್ಲಾ ಆರೋಗ್ಯ ಮತ್ತು ಕುಟುಂಬ ಕಲ್ಯಾಣ ಅಧಿಕಾರಿಗಳು, ಉತ್ತರ ಕನ್ನಡ-ಕಾರವಾರ: [488, 1175, 682, 1196]
- election-article: ಅಧ್ಯಕ್ಷ, ಉಪಾಧ್ಯಕ್ಷರ ಅವಿರೋಧ ಆಯ್ಕೆ ಬಸವನಬಾಗೇವಾಡಿ: ತಾಲೂಕಿನ ಪ್ರಾಥಮಿಕ ಕೃಷಿ ಪತ್ತಿನ ಸಹಕಾರ ಸಂಘದ ಆಡಳಿತ ಮಂಡಳಿಗೆ ಅಧ್ಯಕ್ಷ ಹಾಗೂ ಉಪಾಧ್ಯಕ್ಷರು ಅವಿರೋಧವಾಗಿ ಆಯ್ಕೆಯಾಗಿದ್ದಾರೆ. ಚುನಾವಣಾಧಿಕಾರಿಯಾಗಿ ಸಹಕಾರ ಇಲಾಖೆ ಅಧಿಕಾರಿ ಕಾರ್ಯನಿರ್ವಹಿಸಿದರು. ನೂತನ ಪದಾಧಿಕಾರಿಗಳನ್ನು ಸಂಘದ ನಿರ್ದೇಶಕರು, ರೈತ ಮುಖಂಡರು ಹಾಗೂ ಗ್ರಾಮಸ್ಥರು ಸನ್ಮಾನಿಸಿ ಅಭಿನಂದಿಸಿದರು. ನೂತನ ಅಧ್ಯಕ್ಷರು ಮಾತನಾಡಿ, ರೈತರಿಗೆ ಸಾಲ ಸೌಲಭ್ಯ ಸಮರ್ಪಕವಾಗಿ ತಲುಪಿಸಲು ಶ್ರಮಿಸುವುದಾಗಿ ತಿಳಿಸಿದರು. ಈ ಸಂದರ್ಭದಲ್ಲಿ ಸಂಘದ ಸಿಇಒ ಹಾಗೂ ಸಿಬ್ಬಂದಿ ಉಪಸ್ಥಿತರಿದ್ದರು.: [486, 859, 704, 1041]
- edition-city: ಹುಬ್ಬಳ್ಳಿ: [28, 68, 53, 79]
- pen-icon: ✎: [26, 1192, 33, 1202]
- congress-celebration-photo: [672, 566, 920, 670]
